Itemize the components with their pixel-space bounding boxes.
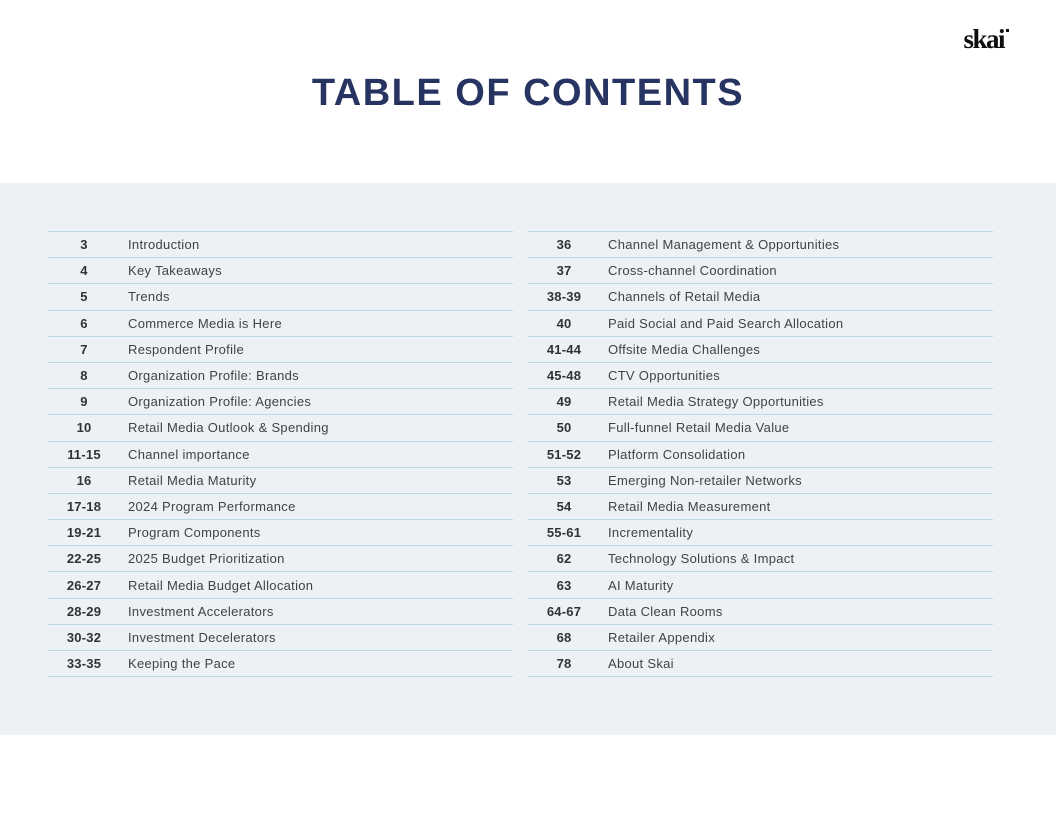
toc-entry-title: Organization Profile: Brands <box>128 368 299 384</box>
toc-page-number: 37 <box>556 263 572 279</box>
toc-entry-title: Investment Accelerators <box>128 603 274 619</box>
toc-row <box>528 468 993 494</box>
toc-entry-title: Retail Media Outlook & Spending <box>128 420 329 436</box>
toc-page-number: 30-32 <box>66 629 102 645</box>
toc-entry-title: Incrementality <box>608 525 694 541</box>
toc-row <box>48 494 513 520</box>
toc-entry-title: Respondent Profile <box>128 341 244 357</box>
toc-row <box>528 651 993 677</box>
toc-row <box>48 625 513 651</box>
toc-page-number: 36 <box>556 237 572 253</box>
toc-entry-title: Key Takeaways <box>128 263 222 279</box>
toc-page-number: 49 <box>556 394 572 410</box>
toc-row <box>48 572 513 598</box>
page-footer <box>0 735 1056 816</box>
toc-page-number: 33-35 <box>66 656 102 672</box>
toc-entry-title: AI Maturity <box>608 577 674 593</box>
toc-page-number: 16 <box>76 472 92 488</box>
toc-page-number: 41-44 <box>546 341 582 357</box>
toc-page-number: 63 <box>556 577 572 593</box>
toc-page-number: 51-52 <box>546 446 582 462</box>
toc-row <box>528 258 993 284</box>
toc-page-number: 11-15 <box>67 446 101 462</box>
toc-page-number: 17-18 <box>66 498 102 514</box>
toc-entry-title: Offsite Media Challenges <box>608 341 761 357</box>
toc-entry-title: Technology Solutions & Impact <box>608 551 795 567</box>
toc-entry-title: Organization Profile: Agencies <box>128 394 312 410</box>
toc-row <box>528 363 993 389</box>
toc-entry-title: Investment Decelerators <box>128 629 276 645</box>
table-of-contents <box>48 231 993 677</box>
toc-entry-title: CTV Opportunities <box>608 368 721 384</box>
toc-entry-title: Cross-channel Coordination <box>608 263 777 279</box>
toc-row <box>528 311 993 337</box>
toc-page-number: 68 <box>556 629 572 645</box>
toc-row <box>48 284 513 310</box>
toc-entry-title: Channels of Retail Media <box>608 289 761 305</box>
toc-page-number: 5 <box>80 289 88 305</box>
toc-row <box>48 363 513 389</box>
toc-page-number: 55-61 <box>546 525 582 541</box>
skai-logo-dot-icon <box>1006 29 1009 32</box>
toc-page-number: 3 <box>80 237 88 253</box>
toc-row <box>48 651 513 677</box>
toc-row <box>48 337 513 363</box>
toc-row <box>48 311 513 337</box>
toc-page-number: 6 <box>80 315 88 331</box>
toc-page-number: 8 <box>80 368 88 384</box>
toc-page-number: 7 <box>80 341 88 357</box>
toc-entry-title: Channel importance <box>128 446 250 462</box>
page-header <box>0 0 1056 183</box>
toc-page-number: 64-67 <box>546 603 582 619</box>
toc-row <box>48 599 513 625</box>
toc-row <box>528 494 993 520</box>
toc-column-left <box>48 231 513 677</box>
toc-row <box>528 599 993 625</box>
toc-row <box>528 389 993 415</box>
toc-page-number: 53 <box>556 472 572 488</box>
toc-page-number: 62 <box>556 551 572 567</box>
toc-page-number: 19-21 <box>66 525 102 541</box>
page-title: TABLE OF CONTENTS <box>311 72 745 114</box>
toc-page-number: 10 <box>76 420 92 436</box>
toc-page-number: 38-39 <box>546 289 582 305</box>
toc-entry-title: About Skai <box>608 656 674 672</box>
toc-column-right <box>528 231 993 677</box>
toc-row <box>48 546 513 572</box>
toc-row <box>528 442 993 468</box>
toc-entry-title: Introduction <box>128 237 200 253</box>
toc-entry-title: Full-funnel Retail Media Value <box>608 420 790 436</box>
toc-entry-title: Program Components <box>128 525 261 541</box>
toc-page-number: 54 <box>556 498 572 514</box>
toc-row <box>48 232 513 258</box>
toc-row <box>528 572 993 598</box>
toc-entry-title: Platform Consolidation <box>608 446 746 462</box>
toc-entry-title: Emerging Non-retailer Networks <box>608 472 802 488</box>
toc-page-number: 28-29 <box>66 603 102 619</box>
toc-entry-title: Commerce Media is Here <box>128 315 282 331</box>
toc-row <box>528 415 993 441</box>
contents-panel <box>0 183 1056 735</box>
toc-entry-title: Retail Media Measurement <box>608 498 771 514</box>
toc-page-number: 4 <box>80 263 88 279</box>
toc-entry-title: Channel Management & Opportunities <box>608 237 840 253</box>
toc-page-number: 78 <box>556 656 572 672</box>
toc-row <box>528 232 993 258</box>
toc-row <box>528 520 993 546</box>
toc-entry-title: Retailer Appendix <box>608 629 715 645</box>
toc-row <box>48 442 513 468</box>
toc-row <box>528 337 993 363</box>
toc-row <box>48 258 513 284</box>
toc-entry-title: Retail Media Budget Allocation <box>128 577 314 593</box>
toc-page-number: 22-25 <box>66 551 102 567</box>
toc-entry-title: Trends <box>128 289 170 305</box>
toc-entry-title: Data Clean Rooms <box>608 603 723 619</box>
toc-page-number: 50 <box>556 420 572 436</box>
toc-page-number: 9 <box>80 394 88 410</box>
toc-page-number: 45-48 <box>546 368 582 384</box>
toc-row <box>528 625 993 651</box>
toc-entry-title: Retail Media Maturity <box>128 472 257 488</box>
toc-row <box>48 389 513 415</box>
toc-row <box>528 284 993 310</box>
toc-page-number: 40 <box>556 315 572 331</box>
toc-entry-title: Paid Social and Paid Search Allocation <box>608 315 844 331</box>
toc-row <box>48 520 513 546</box>
toc-entry-title: Keeping the Pace <box>128 656 236 672</box>
toc-entry-title: 2024 Program Performance <box>128 498 296 514</box>
toc-row <box>48 468 513 494</box>
toc-entry-title: 2025 Budget Prioritization <box>128 551 285 567</box>
toc-page-number: 26-27 <box>66 577 102 593</box>
toc-entry-title: Retail Media Strategy Opportunities <box>608 394 824 410</box>
toc-row <box>528 546 993 572</box>
skai-logo <box>963 26 1009 53</box>
skai-logo-text: skai <box>963 24 1004 54</box>
toc-row <box>48 415 513 441</box>
